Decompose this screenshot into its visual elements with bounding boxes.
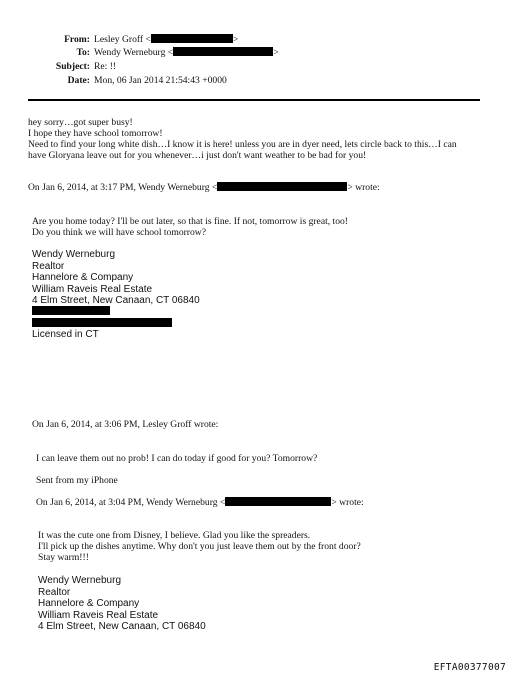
subject-value: Re: !! (94, 61, 117, 72)
to-value (94, 47, 279, 58)
body-line: Are you home today? I'll be out later, so that is fine. If not, tomorrow is great, too! (32, 216, 348, 227)
quote-intro (36, 497, 364, 508)
close-bracket: > (232, 34, 239, 45)
redaction-box (151, 34, 233, 43)
quote-intro: On Jan 6, 2014, at 3:06 PM, Lesley Groff wrote: (32, 419, 219, 430)
quote-body (32, 216, 348, 238)
quote-intro (28, 182, 380, 193)
signature-block (38, 575, 206, 633)
date-label: Date: (67, 75, 90, 86)
body-line: I'll pick up the dishes anytime. Why don't you just leave them out by the front door? (38, 541, 361, 552)
to-name: Wendy Werneburg < (94, 47, 174, 58)
date-value: Mon, 06 Jan 2014 21:54:43 +0000 (94, 75, 227, 86)
signature-line: Hannelore & Company (38, 598, 140, 610)
body-line: It was the cute one from Disney, I believe. Glad you like the spreaders. (38, 530, 311, 541)
signature-line: 4 Elm Street, New Canaan, CT 06840 (38, 621, 206, 633)
from-value (94, 34, 238, 45)
quote-intro-suffix: > wrote: (347, 182, 380, 193)
redaction-box (217, 182, 347, 191)
body-line: I hope they have school tomorrow! (28, 128, 163, 139)
signature-line: Realtor (32, 260, 65, 272)
redaction-box (173, 47, 273, 56)
body-line: I can leave them out no prob! I can do today if good for you? Tomorrow? (36, 453, 318, 464)
from-name: Lesley Groff < (94, 34, 151, 45)
quote-intro-text: On Jan 6, 2014, at 3:17 PM, Wendy Werneburg < (28, 182, 218, 193)
body-line: Do you think we will have school tomorrow? (32, 227, 206, 238)
signature-line: Wendy Werneburg (38, 575, 122, 586)
quote-intro-text: On Jan 6, 2014, at 3:04 PM, Wendy Werneburg < (36, 497, 226, 508)
header-divider (28, 99, 480, 101)
redaction-box (225, 497, 331, 506)
body-line: hey sorry…got super busy! (28, 117, 133, 128)
signature-line: William Raveis Real Estate (38, 609, 159, 621)
bates-number: EFTA00377007 (433, 662, 506, 673)
close-bracket: > (273, 47, 279, 58)
subject-label: Subject: (55, 61, 90, 72)
body-line: Need to find your long white dish…I know it is here! unless you are in dyer need, lets circle back to this…I can (28, 139, 457, 150)
body-line: Stay warm!!! (38, 552, 89, 563)
quote-body (38, 530, 361, 563)
signature-line: 4 Elm Street, New Canaan, CT 06840 (32, 295, 200, 307)
body-line: have Gloryana leave out for you whenever…i just don't want weather to be bad for you! (28, 150, 367, 161)
quote-intro-suffix: > wrote: (331, 497, 364, 508)
signature-line: Realtor (38, 586, 71, 598)
signature-line: William Raveis Real Estate (32, 283, 153, 295)
license-text: Licensed in CT (32, 329, 99, 340)
to-label: To: (76, 47, 90, 58)
reply-body (28, 117, 457, 161)
signature-line: Hannelore & Company (32, 272, 134, 284)
sent-from: Sent from my iPhone (36, 475, 118, 486)
signature-line: Wendy Werneburg (32, 249, 116, 260)
signature-block (32, 249, 200, 307)
redaction-box (32, 306, 110, 315)
from-label: From: (64, 34, 90, 45)
redaction-box (32, 318, 172, 327)
